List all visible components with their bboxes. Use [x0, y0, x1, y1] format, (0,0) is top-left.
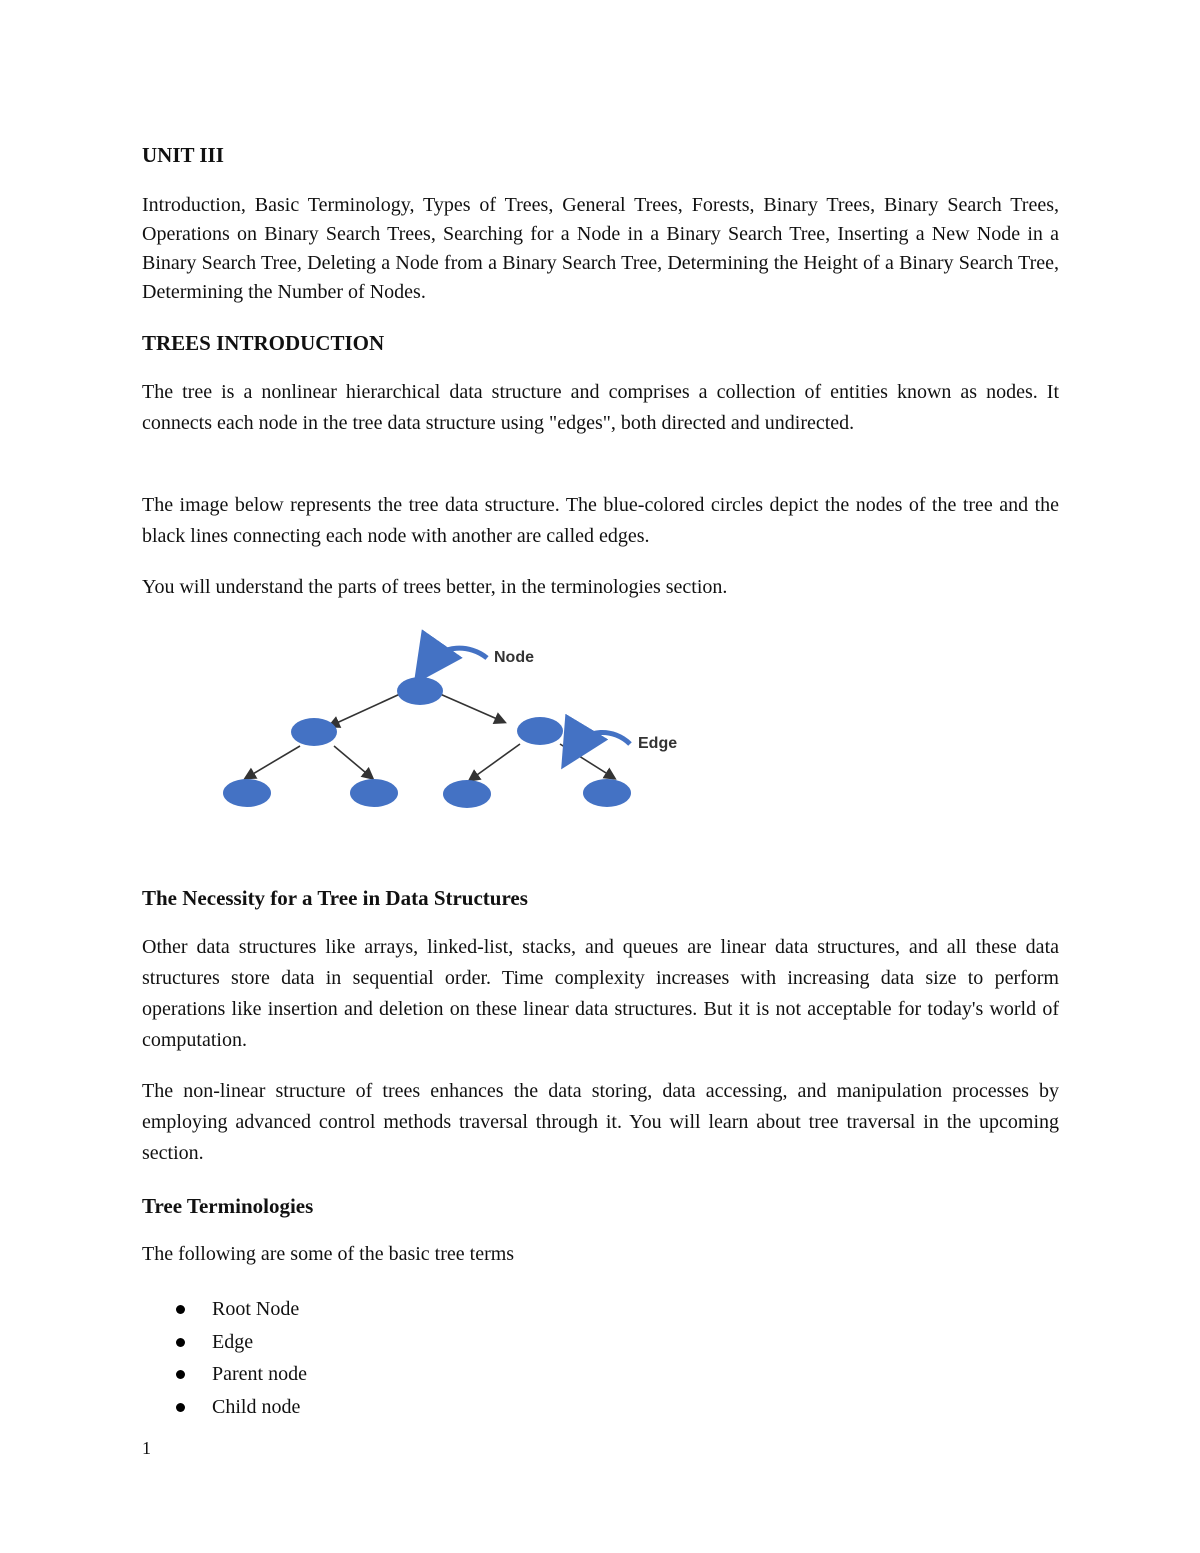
- terminology-list: [142, 1293, 307, 1423]
- tree-diagram: [222, 628, 782, 828]
- edge-right-leaf4: [560, 744, 614, 778]
- bullet-icon: [176, 1403, 185, 1412]
- edge-root-left: [330, 694, 400, 726]
- list-item-label: Parent node: [212, 1363, 307, 1385]
- trees-intro-paragraph-1: The tree is a nonlinear hierarchical data structure and comprises a collection of entities known as nodes. It connects each node in the tree data structure using "edges", both directed and undirected.: [142, 381, 1059, 434]
- unit-title: UNIT III: [142, 143, 224, 167]
- node-root: [397, 677, 443, 705]
- list-item: [142, 1391, 307, 1424]
- unit-topics-paragraph: Introduction, Basic Terminology, Types of Trees, General Trees, Forests, Binary Trees, Binary Search Trees, Operations on Binary Search Trees, Searching for a Node in a Binary Search Tree, Inserting a New Node in a Binary Search Tree, Deleting a Node from a Binary Search Tree, Determining the Height of a Binary Search Tree, Determining the Number of Nodes.: [142, 194, 1059, 303]
- bullet-icon: [176, 1338, 185, 1347]
- page-number: 1: [142, 1438, 151, 1458]
- node-left-child: [291, 718, 337, 746]
- edge-right-leaf3: [470, 744, 520, 780]
- list-item: [142, 1293, 307, 1326]
- node-leaf-2: [350, 779, 398, 807]
- node-right-child: [517, 717, 563, 745]
- edge-left-leaf2: [334, 746, 372, 778]
- list-item: [142, 1358, 307, 1391]
- list-item: [142, 1326, 307, 1359]
- node-leaf-4: [583, 779, 631, 807]
- necessity-paragraph-1: Other data structures like arrays, linked-list, stacks, and queues are linear data structures, and all these data structures store data in sequential order. Time complexity increases with increasing data size to perform operations like insertion and deletion on these linear data structures. But it is not acceptable for today's world of computation.: [142, 936, 1059, 1051]
- list-item-label: Root Node: [212, 1298, 300, 1320]
- edge-left-leaf1: [246, 746, 300, 778]
- edge-pointer-arrow-icon: [574, 732, 630, 748]
- node-leaf-3: [443, 780, 491, 808]
- edge-root-right: [440, 694, 504, 722]
- list-item-label: Edge: [212, 1330, 254, 1353]
- terminologies-intro: The following are some of the basic tree terms: [142, 1243, 515, 1265]
- list-item-label: Child node: [212, 1395, 301, 1418]
- bullet-icon: [176, 1370, 185, 1379]
- terminologies-heading: Tree Terminologies: [142, 1194, 314, 1218]
- trees-intro-paragraph-3: You will understand the parts of trees better, in the terminologies section.: [142, 576, 728, 598]
- trees-introduction-heading: TREES INTRODUCTION: [142, 331, 385, 355]
- necessity-heading: The Necessity for a Tree in Data Structures: [142, 886, 528, 910]
- node-label: Node: [494, 649, 534, 666]
- trees-intro-paragraph-2: The image below represents the tree data structure. The blue-colored circles depict the nodes of the tree and the black lines connecting each node with another are called edges.: [142, 494, 1059, 547]
- node-pointer-arrow-icon: [428, 648, 487, 664]
- necessity-paragraph-2: The non-linear structure of trees enhances the data storing, data accessing, and manipulation processes by employing advanced control methods traversal through it. You will learn about tree traversal in the upcoming section.: [142, 1080, 1059, 1164]
- bullet-icon: [176, 1305, 185, 1314]
- node-leaf-1: [223, 779, 271, 807]
- edge-label: Edge: [638, 735, 678, 752]
